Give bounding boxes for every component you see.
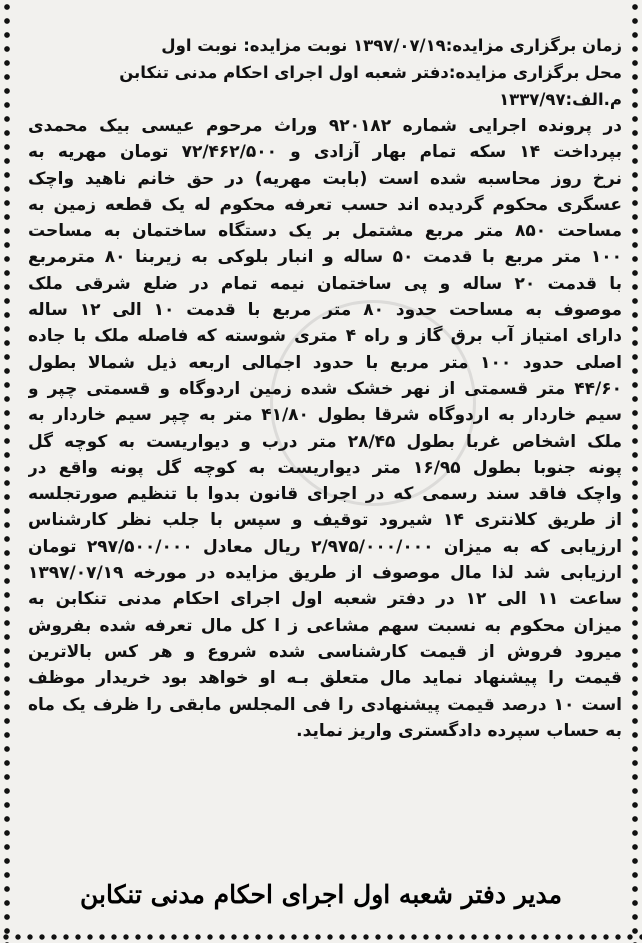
notice-body-line: است ۱۰ درصد قیمت پیشنهادی را فی المجلس مابقی را ظرف یک ماه: [28, 694, 622, 715]
notice-body-line: از طریق کلانتری ۱۴ شیرود توقیف و سپس با جلب نظر کارشناس: [28, 510, 622, 531]
signature-title: مدیر دفتر شعبه اول اجرای احکام مدنی تنکابن: [80, 880, 562, 909]
notice-body-line: اصلی حدود ۱۰۰ متر مربع با حدود اجمالی اربعه ذیل شمالا بطول: [28, 352, 622, 373]
notice-body-line: پونه جنوبا بطول ۱۶/۹۵ متر دیواریست به کوچه گل پونه واقع در: [28, 457, 622, 478]
notice-body-line: ارزیابی شد لذا مال موصوف از طریق مزایده در مورخه ۱۳۹۷/۰۷/۱۹: [28, 563, 622, 584]
notice-body-line: با قدمت ۲۰ ساله و پی ساختمان نیمه تمام در ضلع شرقی ملک: [28, 273, 622, 294]
reference-number-line: م.الف:۱۳۳۷/۹۷: [499, 90, 622, 109]
notice-body-line: عسگری محکوم گردیده اند حسب تعرفه محکوم له یک قطعه زمین به: [28, 194, 622, 215]
auction-time-line: زمان برگزاری مزایده:۱۳۹۷/۰۷/۱۹ نوبت مزایده: نوبت اول: [161, 36, 622, 55]
dotted-border-bottom: [0, 931, 642, 943]
notice-content: [28, 32, 622, 744]
notice-body-line: ۱۰۰ متر مربع با قدمت ۵۰ ساله و انبار بلوکی به زیربنا ۸۰ مترمربع: [28, 247, 622, 268]
notice-body-line: ارزیابی که به میزان ۲/۹۷۵/۰۰۰/۰۰۰ ریال معادل ۲۹۷/۵۰۰/۰۰۰ تومان: [28, 536, 622, 557]
notice-body-line: سیم خاردار به اردوگاه شرقا بطول ۴۱/۸۰ متر به چپر سیم خاردار به: [28, 405, 622, 426]
notice-body-line: بپرداخت ۱۴ سکه تمام بهار آزادی و ۷۲/۴۶۲/۵۰۰ تومان مهریه به: [28, 142, 622, 163]
notice-body-line: مساحت ۸۵۰ متر مربع مشتمل بر یک دستگاه ساختمان به مساحت: [28, 221, 622, 242]
notice-body-line: ۴۴/۶۰ متر قسمتی از نهر خشک شده زمین اردوگاه و قسمتی چپر و: [28, 378, 622, 399]
notice-body-line: میرود فروش از قیمت کارشناسی شده شروع و هر کس بالاترین: [28, 641, 622, 662]
notice-body-line: موصوف به مساحت حدود ۸۰ متر مربع با قدمت ۱۰ الی ۱۲ ساله: [28, 300, 622, 321]
notice-body-line: میزان محکوم به نسبت سهم مشاعی ز ا کل مال تعرفه شده بفروش: [28, 615, 622, 636]
notice-body-line: دارای امتیاز آب برق گاز و راه ۴ متری شوسته که فاصله ملک با جاده: [28, 326, 622, 347]
auction-location-line: محل برگزاری مزایده:دفتر شعبه اول اجرای احکام مدنی تنکابن: [119, 63, 622, 82]
dotted-border-right: [628, 0, 642, 943]
notice-body-line: نرخ روز محاسبه شده است (بابت مهریه) در حق خانم ناهید واچک: [28, 168, 622, 189]
notice-body-line: به حساب سپرده دادگستری واریز نماید.: [296, 720, 622, 741]
dotted-border-left: [0, 0, 14, 943]
notice-body: [28, 113, 622, 744]
faded-top-strip: [14, 0, 628, 30]
notice-body-line: واچک فاقد سند رسمی که در اجرای قانون بدوا با تنظیم صورتجلسه: [28, 484, 622, 505]
notice-body-line: ملک اشخاص غربا بطول ۲۸/۴۵ متر درب و دیواریست به کوچه گل: [28, 431, 622, 452]
notice-body-line: قیمت را پیشنهاد نماید مال متعلق بـه او خواهد بود خریدار موظف: [28, 668, 622, 689]
notice-body-line: در پرونده اجرایی شماره ۹۲۰۱۸۲ وراث مرحوم عیسی بیک محمدی: [28, 116, 622, 136]
notice-body-line: ساعت ۱۱ الی ۱۲ در دفتر شعبه اول اجرای احکام مدنی تنکابن به: [28, 589, 622, 610]
